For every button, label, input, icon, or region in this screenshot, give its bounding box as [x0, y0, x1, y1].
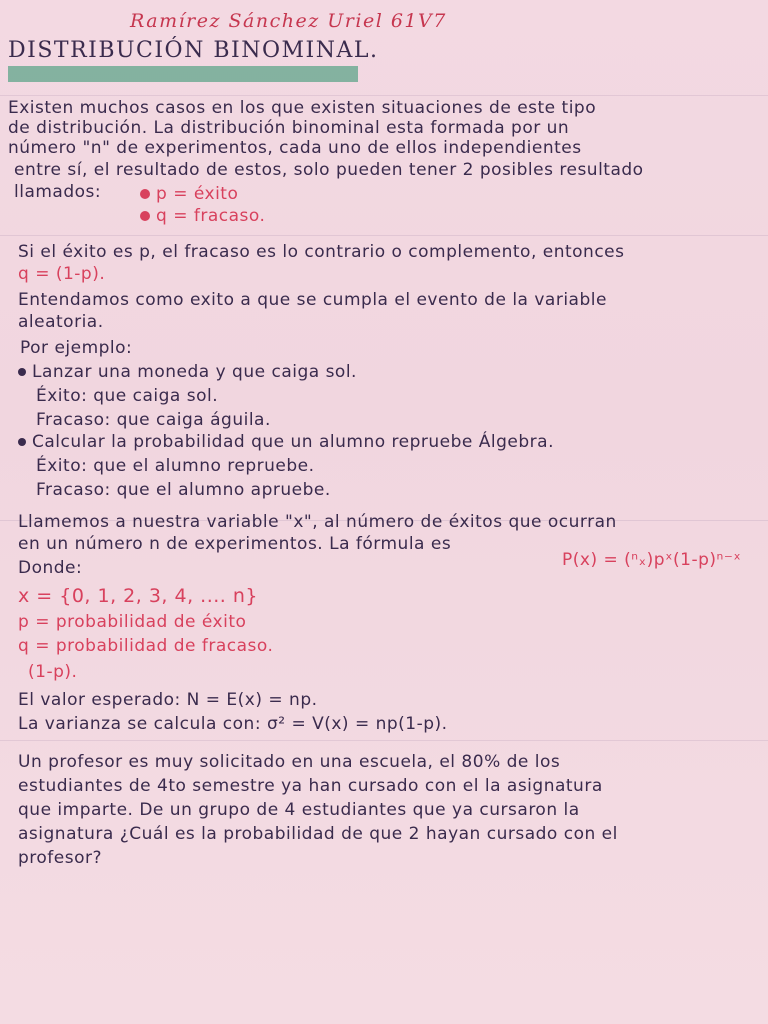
intro-line: entre sí, el resultado de estos, solo pueden tener 2 posibles resultado — [14, 160, 644, 180]
bullet-icon — [140, 189, 150, 199]
complement-formula: q = (1-p). — [18, 264, 106, 284]
outcome-failure — [140, 206, 265, 226]
variable-line: en un número n de experimentos. La fórmula es — [18, 534, 452, 554]
example2-fracaso: Fracaso: que el alumno apruebe. — [36, 480, 331, 500]
problem-line: Un profesor es muy solicitado en una escuela, el 80% de los — [18, 752, 561, 772]
definition-q: q = probabilidad de fracaso. — [18, 636, 274, 656]
understand-line: Entendamos como exito a que se cumpla el evento de la variable — [18, 290, 607, 310]
rule-line — [0, 235, 768, 236]
outcome-failure-text: q = fracaso. — [156, 206, 266, 226]
example2-text: Calcular la probabilidad que un alumno repruebe Álgebra. — [32, 432, 554, 452]
problem-line: asignatura ¿Cuál es la probabilidad de que 2 hayan cursado con el — [18, 824, 618, 844]
page-title: DISTRIBUCIÓN BINOMINAL. — [8, 38, 379, 63]
intro-line: de distribución. La distribución binominal esta formada por un — [8, 118, 570, 138]
bullet-icon — [18, 438, 26, 446]
complement-line: Si el éxito es p, el fracaso es lo contrario o complemento, entonces — [18, 242, 625, 262]
intro-line: Existen muchos casos en los que existen situaciones de este tipo — [8, 98, 597, 118]
intro-line: número "n" de experimentos, cada uno de ellos independientes — [8, 138, 582, 158]
definition-one-minus-p: (1-p). — [28, 662, 78, 682]
bullet-icon — [140, 211, 150, 221]
binomial-formula: P(x) = (ⁿₓ)pˣ(1-p)ⁿ⁻ˣ — [562, 550, 742, 570]
intro-line: llamados: — [14, 182, 102, 202]
bullet-icon — [18, 368, 26, 376]
example1-exito: Éxito: que caiga sol. — [36, 386, 219, 406]
rule-line — [0, 740, 768, 741]
example1-fracaso: Fracaso: que caiga águila. — [36, 410, 271, 430]
example-heading: Por ejemplo: — [20, 338, 133, 358]
understand-line: aleatoria. — [18, 312, 104, 332]
author-name: Ramírez Sánchez Uriel 61V7 — [130, 10, 447, 32]
where-label: Donde: — [18, 558, 83, 578]
example1-line — [18, 362, 357, 382]
example1-text: Lanzar una moneda y que caiga sol. — [32, 362, 357, 382]
problem-line: profesor? — [18, 848, 103, 868]
example2-line — [18, 432, 554, 452]
variable-line: Llamemos a nuestra variable "x", al número de éxitos que ocurran — [18, 512, 617, 532]
example2-exito: Éxito: que el alumno repruebe. — [36, 456, 315, 476]
title-highlight — [8, 66, 358, 82]
rule-line — [0, 95, 768, 96]
outcome-success — [140, 184, 238, 204]
problem-line: que imparte. De un grupo de 4 estudiantes que ya cursaron la — [18, 800, 580, 820]
outcome-success-text: p = éxito — [156, 184, 239, 204]
expected-value: El valor esperado: N = E(x) = np. — [18, 690, 318, 710]
variance: La varianza se calcula con: σ² = V(x) = np(1-p). — [18, 714, 448, 734]
definition-p: p = probabilidad de éxito — [18, 612, 247, 632]
definition-x: x = {0, 1, 2, 3, 4, .... n} — [18, 585, 258, 607]
problem-line: estudiantes de 4to semestre ya han cursado con el la asignatura — [18, 776, 603, 796]
